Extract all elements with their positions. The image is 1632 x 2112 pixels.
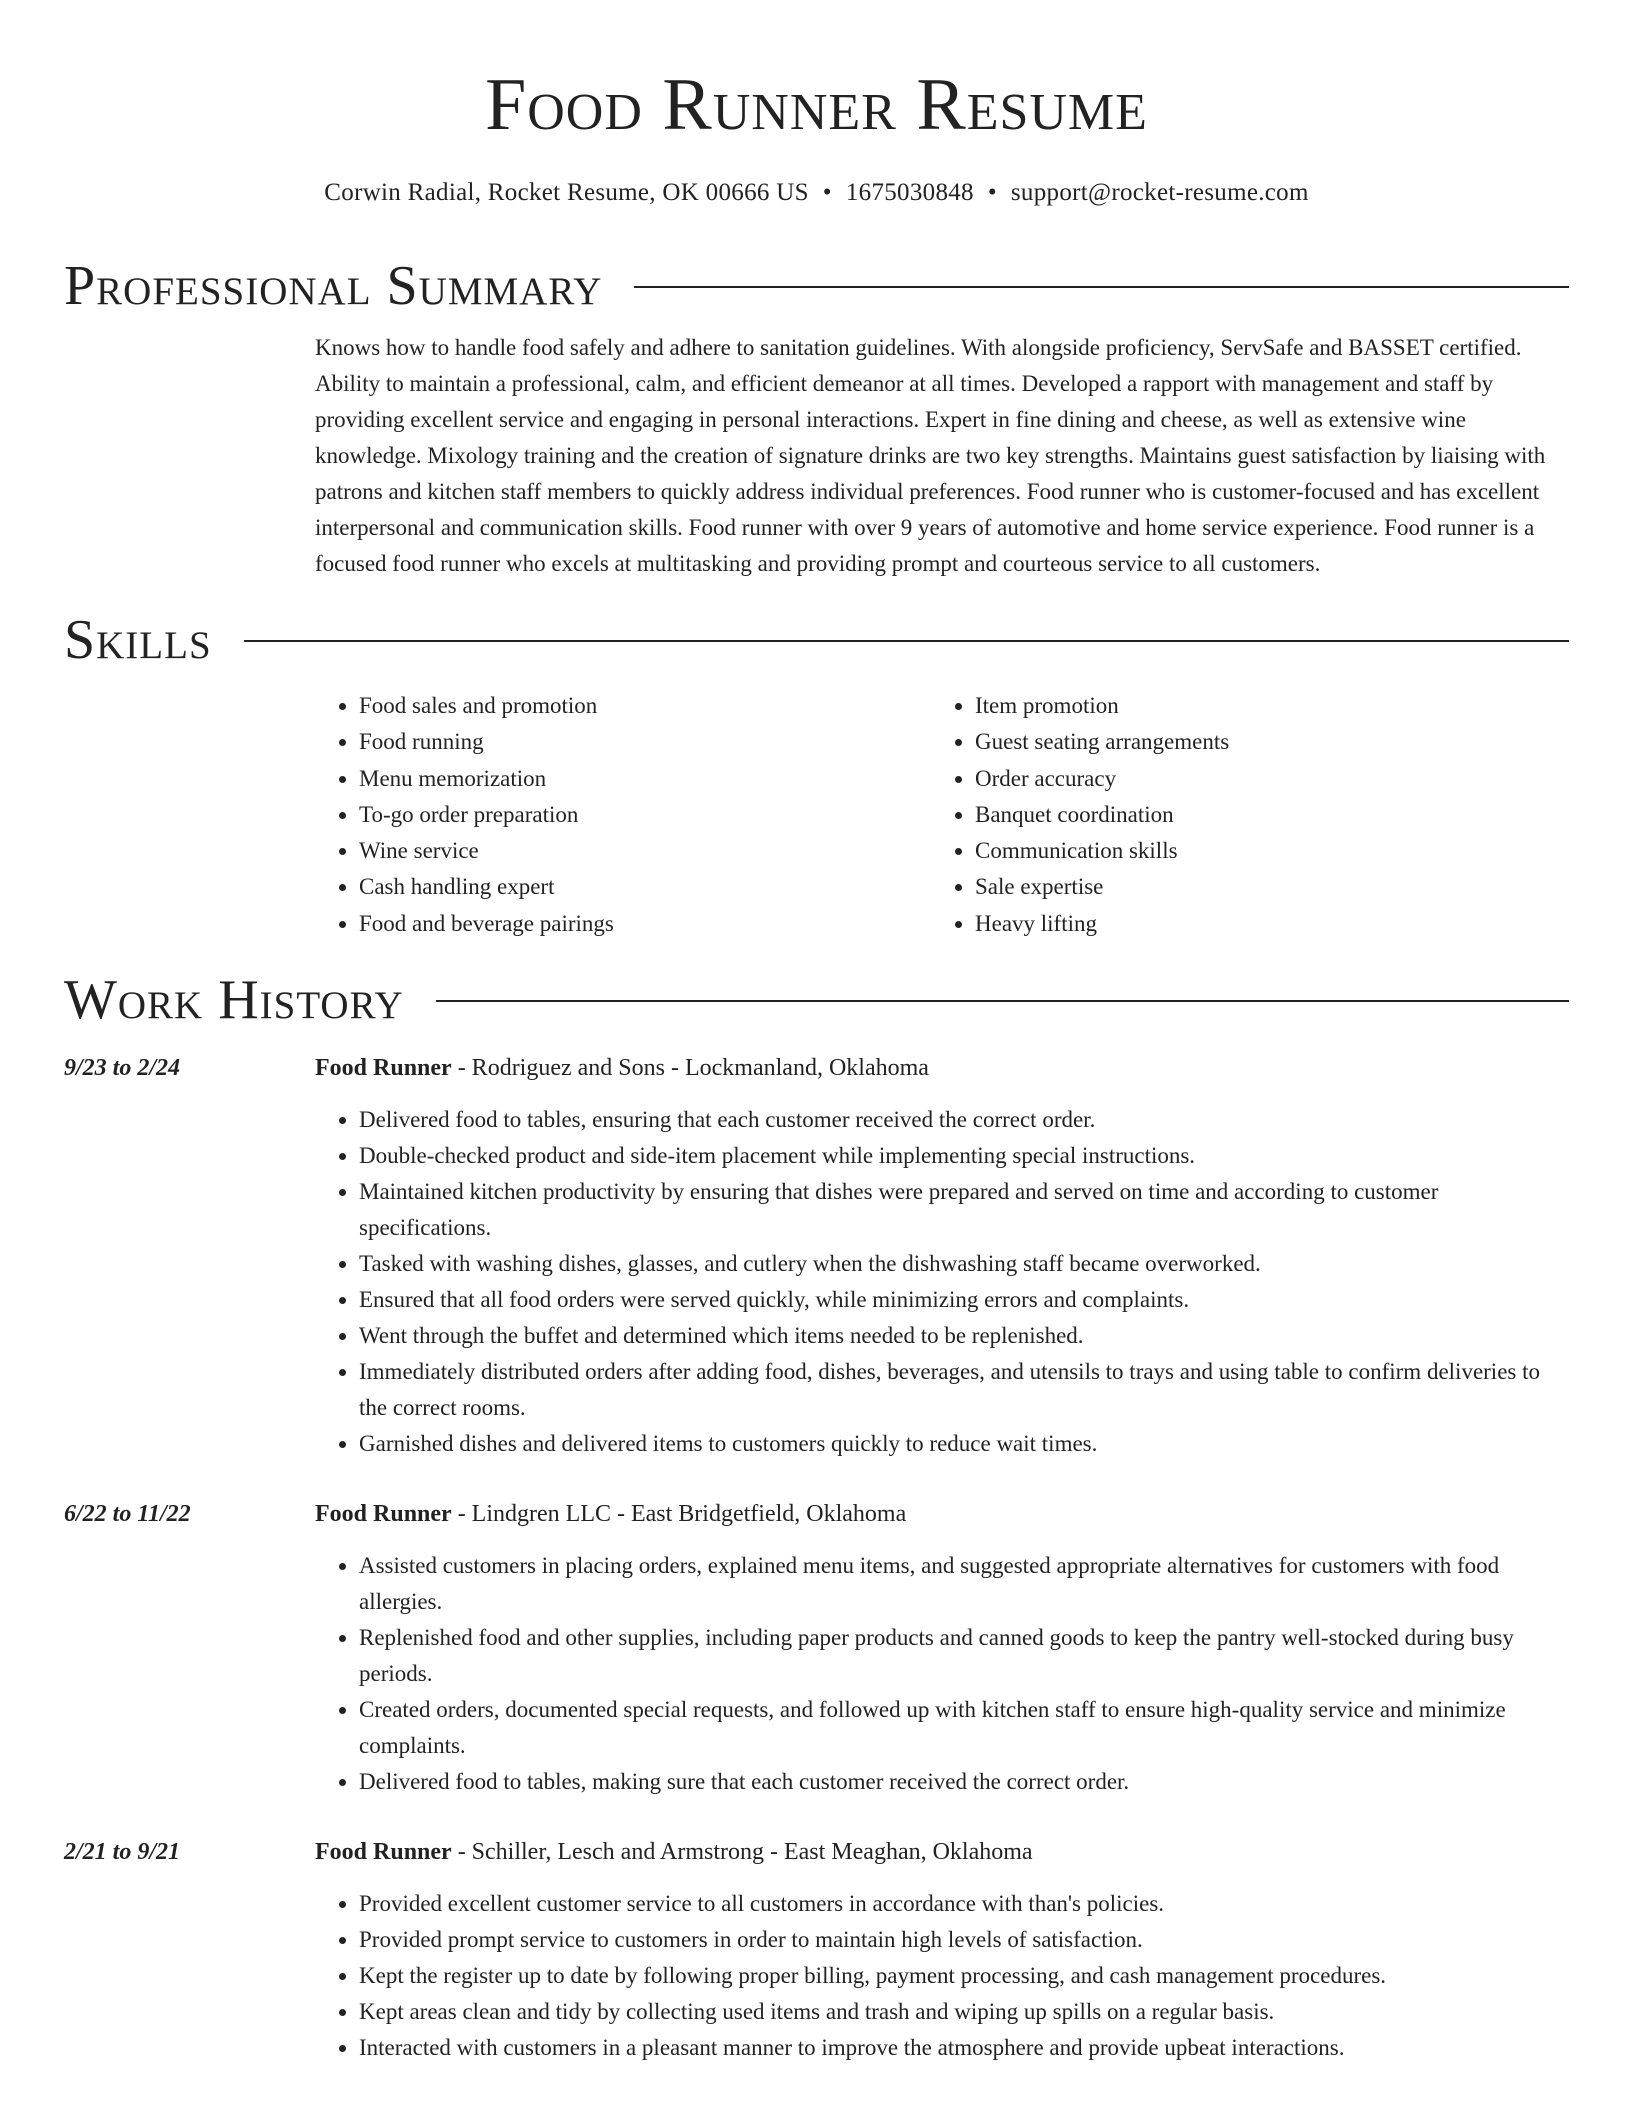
job-duty: • Delivered food to tables, making sure that each customer received the correct order. <box>359 1764 1569 1800</box>
job-duty: • Went through the buffet and determined which items needed to be replenished. <box>359 1318 1569 1354</box>
skill-item: • Cash handling expert <box>359 869 931 905</box>
job-entry <box>64 1496 1569 1800</box>
skill-item: • Order accuracy <box>975 761 1547 797</box>
job-duty: • Interacted with customers in a pleasant manner to improve the atmosphere and provide upbeat interactions. <box>359 2030 1569 2066</box>
job-employer: - Rodriguez and Sons - Lockmanland, Oklahoma <box>451 1055 929 1082</box>
skill-item: • Food running <box>359 724 931 760</box>
skill-item: • Heavy lifting <box>975 906 1547 942</box>
job-entry <box>64 1834 1569 2066</box>
summary-text: Knows how to handle food safely and adhere to sanitation guidelines. With alongside proficiency, ServSafe and BASSET certified. Ability to maintain a professional, calm, and efficient demeanor at all times. Developed a rapport with management and staff by providing excellent service and engaging in personal interactions. Expert in fine dining and cheese, as well as extensive wine knowledge. Mixology training and the creation of signature drinks are two key strengths. Maintains guest satisfaction by liaising with patrons and kitchen staff members to quickly address individual preferences. Food runner who is customer-focused and has excellent interpersonal and communication skills. Food runner with over 9 years of automotive and home service experience. Food runner is a focused food runner who excels at multitasking and providing prompt and courteous service to all customers. <box>315 335 1546 576</box>
job-duties <box>315 1102 1569 1462</box>
contact-phone: 1675030848 <box>845 179 974 206</box>
skill-item: • Communication skills <box>975 833 1547 869</box>
resume-page <box>64 0 1569 2066</box>
job-duty: • Tasked with washing dishes, glasses, and cutlery when the dishwashing staff became overworked. <box>359 1246 1569 1282</box>
skill-item: • Food sales and promotion <box>359 688 931 724</box>
job-dates: 2/21 to 9/21 <box>64 1839 181 1866</box>
job-details <box>315 1834 1569 2066</box>
job-employer: - Schiller, Lesch and Armstrong - East Meaghan, Oklahoma <box>451 1839 1033 1866</box>
job-duty: • Provided prompt service to customers in order to maintain high levels of satisfaction. <box>359 1922 1569 1958</box>
skills-list <box>315 688 1569 942</box>
contact-email: support@rocket-resume.com <box>1010 179 1309 206</box>
contact-separator: • <box>987 179 997 206</box>
skills-column-right <box>931 688 1547 942</box>
resume-title: Food Runner Resume <box>485 64 1148 146</box>
work-history-section-header <box>64 968 1569 1032</box>
job-duty: • Ensured that all food orders were served quickly, while minimizing errors and complaints. <box>359 1282 1569 1318</box>
job-employer: - Lindgren LLC - East Bridgetfield, Oklahoma <box>451 1501 907 1528</box>
contact-separator: • <box>822 179 832 206</box>
summary-section-header <box>64 254 1569 318</box>
skill-item: • Food and beverage pairings <box>359 906 931 942</box>
job-details <box>315 1050 1569 1462</box>
job-duty: • Maintained kitchen productivity by ensuring that dishes were prepared and served on time and according to customer specifications. <box>359 1174 1569 1246</box>
job-duty: • Delivered food to tables, ensuring that each customer received the correct order. <box>359 1102 1569 1138</box>
job-title: Food Runner <box>315 1055 452 1082</box>
job-duties <box>315 1886 1569 2066</box>
job-duty: • Assisted customers in placing orders, explained menu items, and suggested appropriate alternatives for customers with food allergies. <box>359 1548 1569 1620</box>
contact-address: Corwin Radial, Rocket Resume, OK 00666 US <box>324 179 809 206</box>
skill-item: • Guest seating arrangements <box>975 724 1547 760</box>
skills-column-left <box>315 688 931 942</box>
summary-heading: Professional Summary <box>64 255 603 317</box>
skill-item: • Wine service <box>359 833 931 869</box>
job-duties <box>315 1548 1569 1800</box>
job-title: Food Runner <box>315 1501 452 1528</box>
skill-item: • To-go order preparation <box>359 797 931 833</box>
skill-item: • Item promotion <box>975 688 1547 724</box>
skill-item: • Banquet coordination <box>975 797 1547 833</box>
section-divider <box>634 286 1569 288</box>
skills-heading: Skills <box>64 609 212 671</box>
job-duty: • Kept the register up to date by following proper billing, payment processing, and cash management procedures. <box>359 1958 1569 1994</box>
job-entry <box>64 1050 1569 1462</box>
job-duty: • Double-checked product and side-item placement while implementing special instructions. <box>359 1138 1569 1174</box>
skills-section-header <box>64 608 1569 672</box>
section-divider <box>436 1000 1569 1002</box>
job-duty: • Replenished food and other supplies, including paper products and canned goods to keep the pantry well-stocked during busy periods. <box>359 1620 1569 1692</box>
job-heading <box>315 1834 1569 1870</box>
job-dates: 6/22 to 11/22 <box>64 1501 191 1528</box>
job-duty: • Immediately distributed orders after adding food, dishes, beverages, and utensils to trays and using table to confirm deliveries to the correct rooms. <box>359 1354 1569 1426</box>
contact-line <box>64 178 1569 208</box>
section-divider <box>244 640 1569 642</box>
job-duty: • Garnished dishes and delivered items to customers quickly to reduce wait times. <box>359 1426 1569 1462</box>
job-duty: • Provided excellent customer service to all customers in accordance with than's policies. <box>359 1886 1569 1922</box>
job-heading <box>315 1050 1569 1086</box>
job-duty: • Created orders, documented special requests, and followed up with kitchen staff to ensure high-quality service and minimize complaints. <box>359 1692 1569 1764</box>
job-details <box>315 1496 1569 1800</box>
job-duty: • Kept areas clean and tidy by collecting used items and trash and wiping up spills on a regular basis. <box>359 1994 1569 2030</box>
job-heading <box>315 1496 1569 1532</box>
skill-item: • Menu memorization <box>359 761 931 797</box>
skill-item: • Sale expertise <box>975 869 1547 905</box>
job-title: Food Runner <box>315 1839 452 1866</box>
job-dates: 9/23 to 2/24 <box>64 1055 181 1082</box>
work-history-heading: Work History <box>64 969 404 1032</box>
